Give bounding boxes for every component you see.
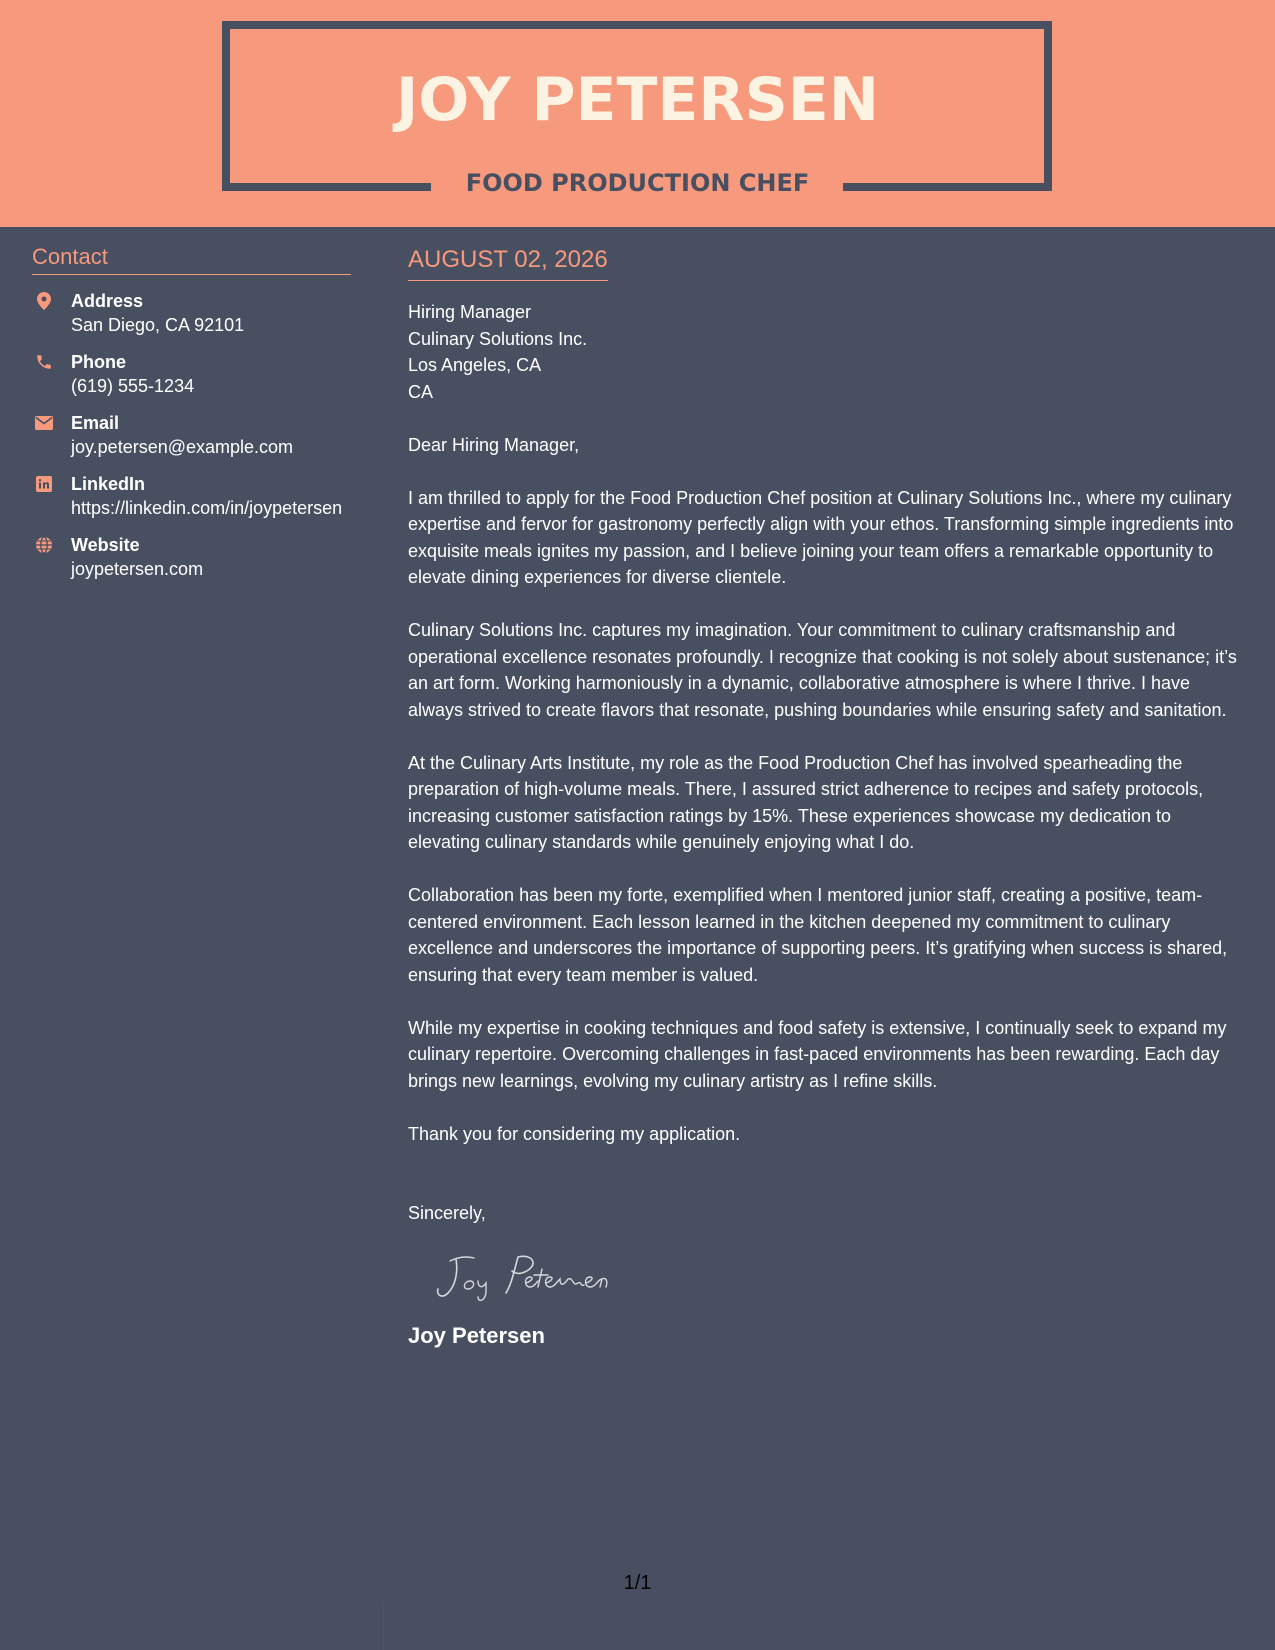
contact-label: Phone	[71, 352, 127, 372]
recipient-line: Los Angeles, CA	[408, 355, 542, 375]
globe-icon	[35, 536, 53, 554]
recipient-line: Culinary Solutions Inc.	[408, 328, 588, 349]
contact-value: San Diego, CA 92101	[71, 315, 245, 335]
contact-linkedin	[32, 472, 351, 520]
contact-email	[32, 411, 351, 459]
location-pin-icon	[35, 292, 53, 310]
contact-value[interactable]: https://linkedin.com/in/joypetersen	[71, 498, 343, 518]
contact-value[interactable]: joypetersen.com	[71, 559, 204, 579]
handwritten-signature	[434, 1247, 1248, 1305]
contact-phone	[32, 350, 351, 398]
signer-name: Joy Petersen	[408, 1322, 545, 1348]
contact-website	[32, 533, 351, 581]
contact-label: LinkedIn	[71, 474, 146, 494]
recipient-block	[408, 299, 1248, 405]
paragraph: I am thrilled to apply for the Food Production Chef position at Culinary Solutions Inc., where my culinary expertise and fervor for gastronomy perfectly align with your ethos. Transforming simple ingredients into exquisite meals ignites my passion, and I believe joining your team offers a remarkable opportunity to elevate dining experiences for diverse clientele.	[408, 487, 1234, 587]
contact-value: (619) 555-1234	[71, 376, 195, 396]
paragraph: While my expertise in cooking techniques and food safety is extensive, I continually seek to expand my culinary repertoire. Overcoming challenges in fast-paced environments has been rewarding. Each day brings new learnings, evolving my culinary artistry as I refine skills.	[408, 1017, 1227, 1091]
closing: Sincerely,	[408, 1203, 486, 1223]
header-banner	[0, 0, 1275, 227]
contact-label: Address	[71, 291, 144, 311]
paragraph: At the Culinary Arts Institute, my role as the Food Production Chef has involved spearheading the preparation of high-volume meals. There, I assured strict adherence to recipes and safety protocols, increasing customer satisfaction ratings by 15%. These experiences showcase my dedication to elevating culinary standards while genuinely enjoying what I do.	[408, 752, 1204, 852]
letter-date: AUGUST 02, 2026	[408, 244, 608, 281]
greeting: Dear Hiring Manager,	[408, 434, 580, 455]
envelope-icon	[35, 414, 53, 432]
recipient-line: CA	[408, 381, 434, 402]
contact-heading: Contact	[32, 243, 351, 275]
paragraph: Culinary Solutions Inc. captures my imagination. Your commitment to culinary craftsmanship and operational excellence resonates profoundly. I recognize that cooking is not solely about sustenance; it’s an art form. Working harmoniously in a dynamic, collaborative atmosphere is where I thrive. I have always strived to create flavors that resonate, pushing boundaries while ensuring safety and sanitation.	[408, 620, 1237, 720]
job-title: FOOD PRODUCTION CHEF	[465, 169, 810, 197]
contact-address	[32, 289, 351, 337]
contact-sidebar	[32, 243, 351, 594]
page-number: 1/1	[623, 1572, 652, 1594]
contact-value: joy.petersen@example.com	[71, 437, 294, 457]
contact-label: Email	[71, 413, 120, 433]
paragraph: Thank you for considering my application.	[408, 1123, 741, 1144]
phone-icon	[35, 353, 53, 371]
paragraph: Collaboration has been my forte, exemplified when I mentored junior staff, creating a positive, team-centered environment. Each lesson learned in the kitchen deepened my commitment to culinary excellence and underscores the importance of supporting peers. It’s gratifying when success is shared, ensuring that every team member is valued.	[408, 885, 1228, 985]
recipient-line: Hiring Manager	[408, 302, 532, 322]
contact-label: Website	[71, 535, 140, 555]
applicant-name: JOY PETERSEN	[395, 65, 880, 135]
letter-body	[408, 244, 1248, 1351]
linkedin-icon	[35, 475, 53, 493]
column-divider	[383, 1603, 384, 1650]
